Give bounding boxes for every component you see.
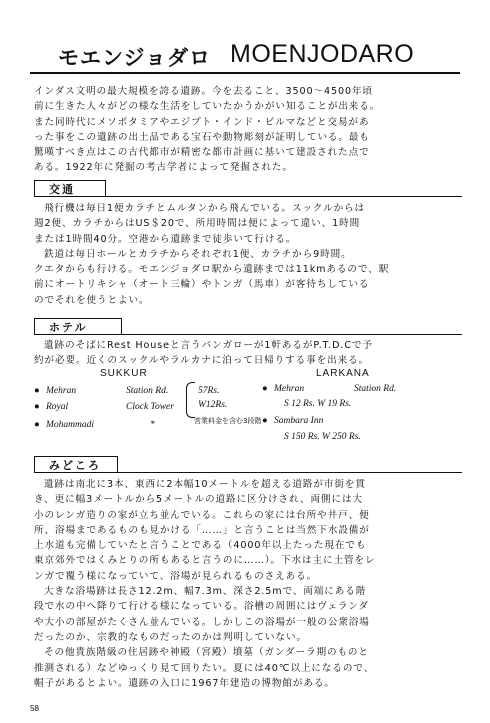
section-heading-access: 交通: [34, 180, 106, 197]
hotel-address: Station Rd.: [354, 384, 397, 394]
page-title: [30, 38, 460, 72]
city-sukkur: SUKKUR: [100, 368, 148, 379]
sights-line: 東京郊外ではくみとりの所もあると言うのに……）。下水は主に土管をレ: [34, 555, 376, 567]
hotel-name: Mehran: [46, 386, 77, 396]
title-underline: [30, 72, 460, 74]
sights-line: き、更に幅3メートルから5メートルの道路に区分けされ、両側には大: [34, 494, 364, 506]
hotel-list: [34, 368, 462, 452]
hotel-bullet-icon: ●: [34, 386, 40, 396]
hotel-name: Mehran: [274, 384, 305, 394]
hotel-name: Mohammadi: [46, 420, 95, 430]
hotel-address: Station Rd.: [126, 386, 169, 396]
section-rule-hotel: [122, 334, 462, 335]
access-line: 週2便、カラチからはUS＄20で、所用時間は便によって違い、1時間: [34, 218, 361, 230]
sights-line: 所、浴場まであるものも見かける「……」と言うことは当然下水設備が: [34, 524, 370, 536]
sights-line: だったのか、宗教的なものだったのかは判明していない。: [34, 631, 307, 643]
access-line: のでそれを使うとよい。: [34, 294, 150, 306]
title-japanese: モエンジョダロ: [58, 46, 212, 70]
sights-line: 推測される）などゆっくり見て回りたい。夏には40℃以上になるので、: [34, 662, 375, 674]
intro-line: インダス文明の最大規模を誇る遺跡。今を去ること、3500〜4500年頃: [34, 86, 373, 97]
sights-line: 大きな浴場跡は長さ12.2m、幅7.3m、深さ2.5mで、両端にある階: [44, 586, 367, 598]
section-rule-access: [106, 196, 462, 197]
hotel-price: 57Rs.: [198, 386, 220, 396]
sights-line: 小のレンガ造りの家が立ち並んでいる。これらの家には台所や井戸、便: [34, 509, 370, 521]
hotel-name: Royal: [46, 402, 69, 412]
hotel-line: 遺跡のそばにRest Houseと言うバンガローが1軒あるがP.T.D.Cで予: [44, 340, 373, 351]
intro-line: 前に生きた人々がどの様な生活をしていたかうかがい知ることが出来る。: [34, 101, 381, 113]
intro-line: った事をこの遺跡の出土品である宝石や動物彫刻が証明している。最も: [34, 131, 370, 143]
hotel-price: S 12 Rs. W 19 Rs.: [284, 399, 352, 409]
intro-line: また同時代にメソポタミアやエジプト・インド・ビルマなどと交易があ: [34, 116, 370, 128]
section-heading-hotel: ホテル: [34, 318, 122, 335]
page-number: 58: [30, 704, 39, 713]
access-line: 前にオートリキシャ（オート三輪）やトンガ（馬車）が客待ちしている: [34, 279, 370, 291]
sights-line: ンガで覆う様になっていて、浴場が見られるものさえある。: [34, 570, 318, 582]
hotel-bullet-icon: *: [150, 420, 155, 430]
city-larkana: LARKANA: [316, 368, 370, 379]
sights-line: 上水道も完備していたと言うことである（4000年以上たった現在でも: [34, 540, 367, 552]
access-line: クエタからも行ける。モエンジョダロ駅から遺跡までは11kmあるので、駅: [34, 264, 390, 276]
section-heading-sights: みどころ: [34, 456, 118, 473]
price-note: 営業料金を含む3段階: [194, 417, 262, 425]
hotel-price: S 150 Rs. W 250 Rs.: [284, 432, 361, 442]
hotel-bullet-icon: ●: [34, 402, 40, 412]
sights-line: 帽子があるとよい。遺跡の入口に1967年建造の博物館がある。: [34, 677, 335, 689]
access-line: または1時間40分。空港から遺跡まで徒歩いて行ける。: [34, 233, 297, 245]
intro-paragraph: [34, 84, 462, 176]
access-paragraph: [34, 201, 462, 308]
intro-line: ある。1922年に発掘の考古学者によって発掘された。: [34, 162, 293, 174]
hotel-price: W12Rs.: [198, 400, 228, 410]
hotel-bullet-icon: ●: [34, 420, 40, 430]
section-rule-sights: [118, 472, 462, 473]
hotel-bullet-icon: ●: [262, 416, 268, 426]
hotel-name: Sambara Inn: [274, 416, 324, 426]
hotel-address: Clock Tower: [126, 402, 174, 412]
access-line: 鉄道は毎日ホールとカラチからそれぞれ1便、カラチから9時間。: [44, 248, 352, 260]
sights-line: 段で水の中へ降りて行ける様になっている。浴槽の周囲にはヴェランダ: [34, 601, 370, 613]
price-brace: [186, 382, 195, 418]
intro-line: 驚嘆すべき点はこの古代都市が精密な都市計画に基いて建設された点で: [34, 147, 370, 159]
sights-line: や大小の部屋がたくさん並んでいる。しかしこの浴場が一般の公衆浴場: [34, 616, 370, 628]
sights-line: その他貴族階級の住居跡や神殿（宮殿）墳墓（ガンダーラ期のものと: [44, 647, 369, 659]
access-line: 飛行機は毎日1便カラチとムルタンから飛んでいる。スックルからは: [44, 203, 366, 214]
hotel-paragraph: [34, 338, 462, 369]
sights-line: 遺跡は南北に3本、東西に2本幅10メートルを超える道路が市街を貫: [44, 479, 366, 490]
hotel-line: 約が必要。近くのスックルやラルカナに泊って日帰りする事を出来る。: [34, 355, 370, 367]
hotel-bullet-icon: ●: [262, 384, 268, 394]
title-english: MOENJODARO: [230, 40, 415, 68]
sights-paragraph: [34, 477, 462, 691]
